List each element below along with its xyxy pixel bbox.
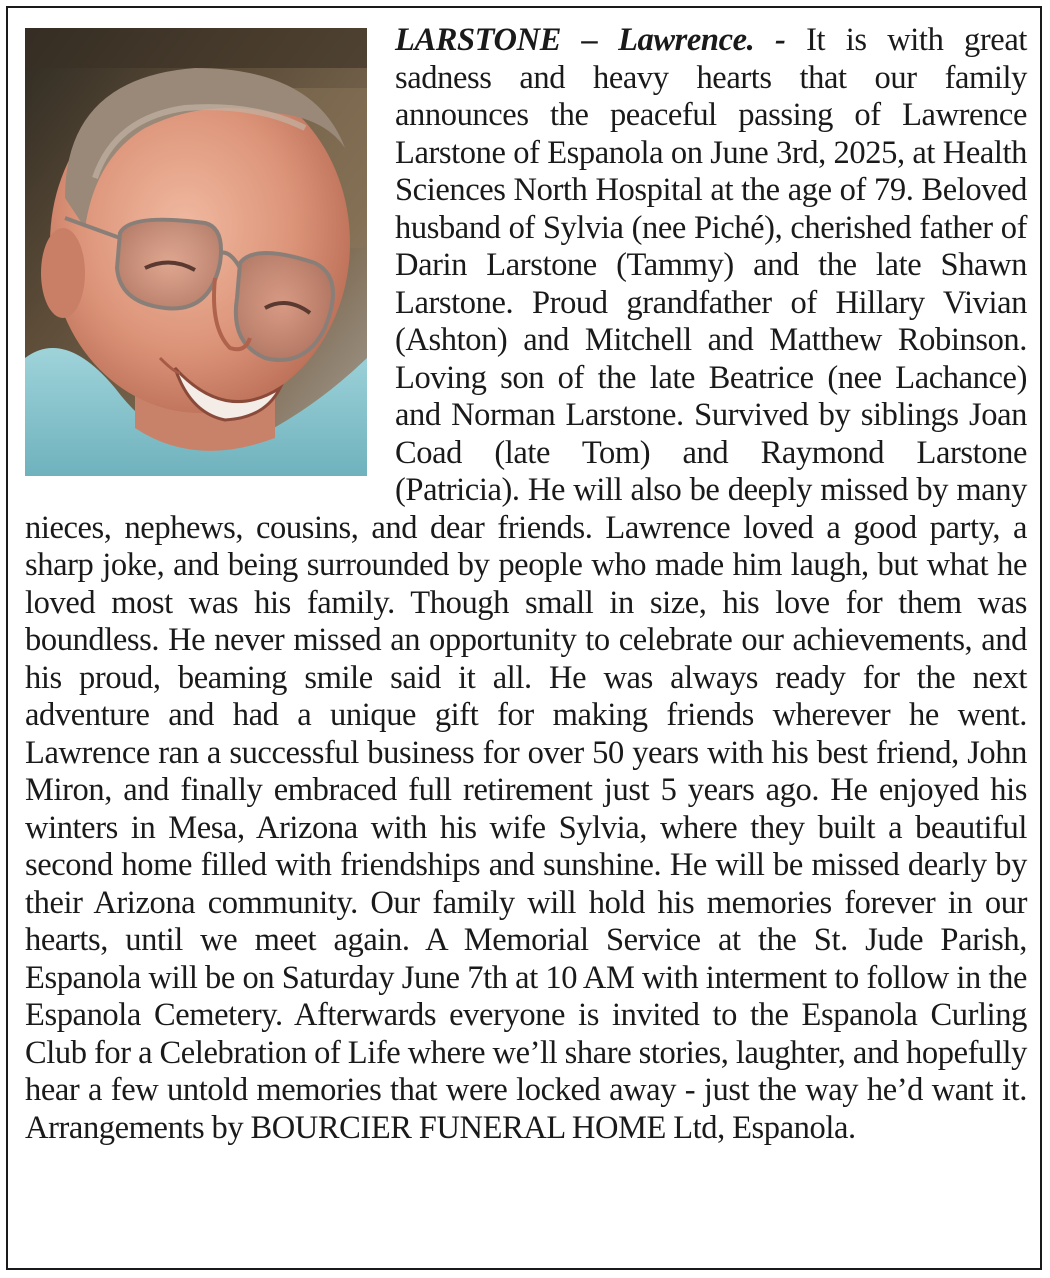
deceased-surname: LARSTONE — [395, 22, 561, 58]
portrait-illustration — [25, 28, 367, 476]
obituary-body: It is with great sadness and heavy hearts that our family announces the peaceful passing of Lawrence Larstone of Espanola on June 3rd, 2025, at Health Sciences North Hospital at the age of 79. Beloved husband of Sylvia (nee Piché), cherished father of Darin Larstone (Tammy) and the late Shawn Larstone. Proud grandfather of Hillary Vivian (Ashton) and Mitchell and Matthew Robinson. Loving son of the late Beatrice (nee Lachance) and Norman Larstone. Survived by siblings Joan Coad (late Tom) and Raymond Larstone (Patricia). He will also be deeply missed by many nieces, nephews, cousins, and dear friends. Lawrence loved a good party, a sharp joke, and being surrounded by people who made him laugh, but what he loved most was his family. Though small in size, his love for them was boundless. He never missed an opportunity to celebrate our achievements, and his proud, beaming smile said it all. He was always ready for the next adventure and had a unique gift for making friends wherever he went. Lawrence ran a successful business for over 50 years with his best friend, John Miron, and finally embraced full retirement just 5 years ago. He enjoyed his winters in Mesa, Arizona with his wife Sylvia, where they built a beautiful second home filled with friendships and sunshine. He will be missed dearly by their Arizona community. Our family will hold his memories forever in our hearts, until we meet again. A Memorial Service at the St. Jude Parish, Espanola will be on Saturday June 7th at 10 AM with interment to follow in the Espanola Cemetery. Afterwards everyone is invited to the Espanola Curling Club for a Celebration of Life where we’ll share stories, laughter, and hopefully hear a few untold memories that were locked away - just the way he’d want it. Arrangements by BOURCIER FUNERAL HOME Ltd, Espanola. — [25, 22, 1027, 1146]
portrait-photo — [25, 28, 367, 476]
deceased-given-name: Lawrence. — [618, 22, 755, 58]
obituary-content — [25, 22, 1027, 1147]
name-dash: – — [560, 22, 619, 58]
name-separator: - — [754, 22, 807, 58]
